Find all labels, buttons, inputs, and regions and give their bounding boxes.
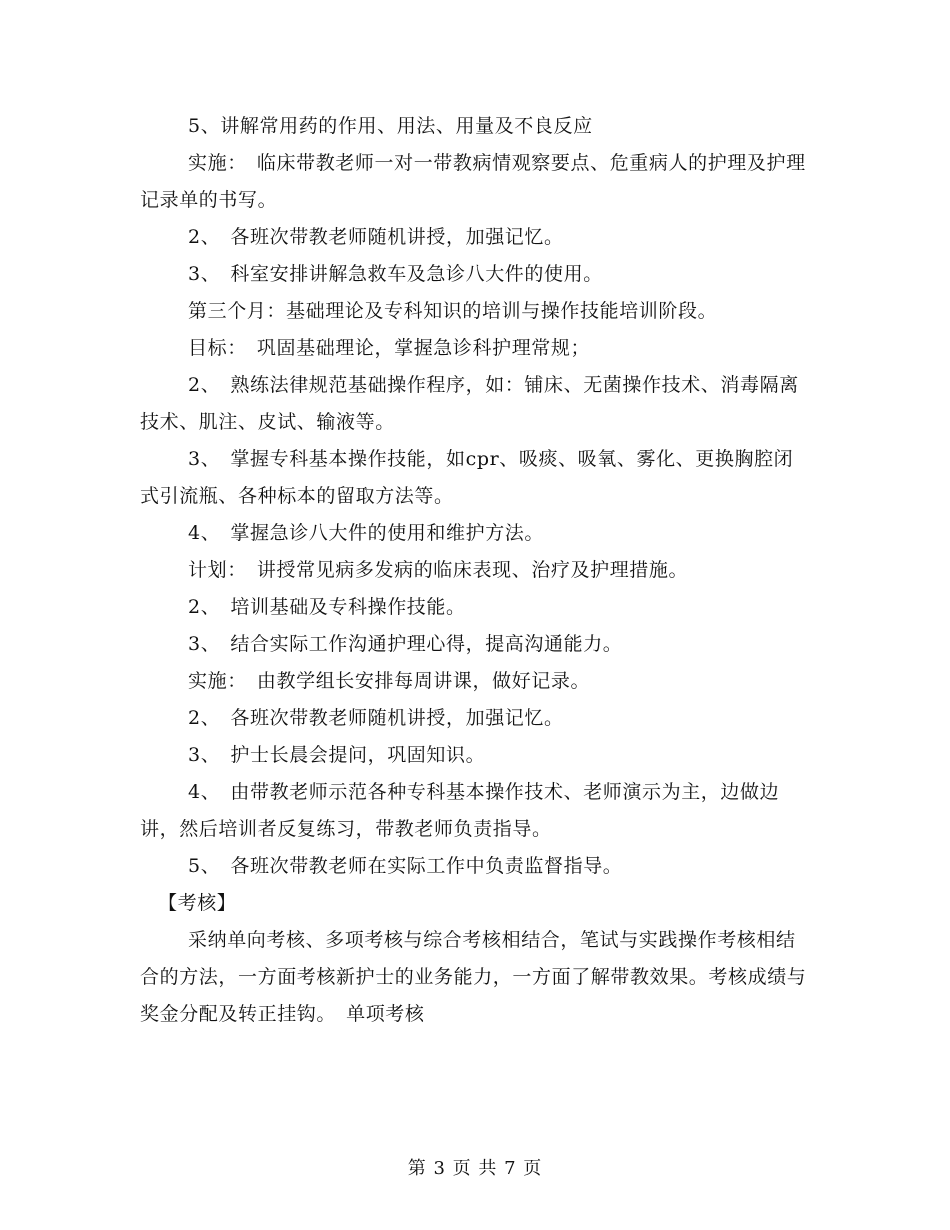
paragraph: 3、 掌握专科基本操作技能，如cpr、吸痰、吸氧、雾化、更换胸腔闭式引流瓶、各种标本的留取方法等。 bbox=[140, 448, 794, 507]
paragraph: 2、 熟练法律规范基础操作程序，如：铺床、无菌操作技术、消毒隔离技术、肌注、皮试、输液等。 bbox=[140, 374, 799, 433]
paragraph: 计划： 讲授常见病多发病的临床表现、治疗及护理措施。 bbox=[188, 559, 689, 581]
paragraph: 2、 各班次带教老师随机讲授，加强记忆。 bbox=[188, 226, 564, 248]
paragraph: 实施： 临床带教老师一对一带教病情观察要点、危重病人的护理及护理记录单的书写。 bbox=[140, 152, 806, 211]
paragraph: 3、 护士长晨会提问，巩固知识。 bbox=[188, 744, 486, 766]
paragraph: 4、 由带教老师示范各种专科基本操作技术、老师演示为主，边做边讲，然后培训者反复练习，带教老师负责指导。 bbox=[140, 781, 780, 840]
section-heading-assessment: 【考核】 bbox=[158, 892, 237, 914]
page-number-footer: 第 3 页 共 7 页 bbox=[407, 1158, 543, 1179]
paragraph: 采纳单向考核、多项考核与综合考核相结合，笔试与实践操作考核相结合的方法，一方面考核新护士的业务能力，一方面了解带教效果。考核成绩与奖金分配及转正挂钩。 单项考核 bbox=[140, 929, 807, 1025]
paragraph: 2、 培训基础及专科操作技能。 bbox=[188, 596, 466, 618]
paragraph: 3、 结合实际工作沟通护理心得，提高沟通能力。 bbox=[188, 633, 623, 655]
paragraph: 5、 各班次带教老师在实际工作中负责监督指导。 bbox=[188, 855, 623, 877]
document-body bbox=[140, 108, 810, 1033]
paragraph: 4、 掌握急诊八大件的使用和维护方法。 bbox=[188, 522, 544, 544]
paragraph: 3、 科室安排讲解急救车及急诊八大件的使用。 bbox=[188, 263, 603, 285]
paragraph: 目标： 巩固基础理论，掌握急诊科护理常规； bbox=[188, 337, 591, 359]
section-heading-third-month: 第三个月：基础理论及专科知识的培训与操作技能培训阶段。 bbox=[188, 300, 718, 322]
paragraph: 实施： 由教学组长安排每周讲课，做好记录。 bbox=[188, 670, 591, 692]
paragraph: 2、 各班次带教老师随机讲授，加强记忆。 bbox=[188, 707, 564, 729]
paragraph: 5、讲解常用药的作用、用法、用量及不良反应 bbox=[188, 115, 593, 137]
